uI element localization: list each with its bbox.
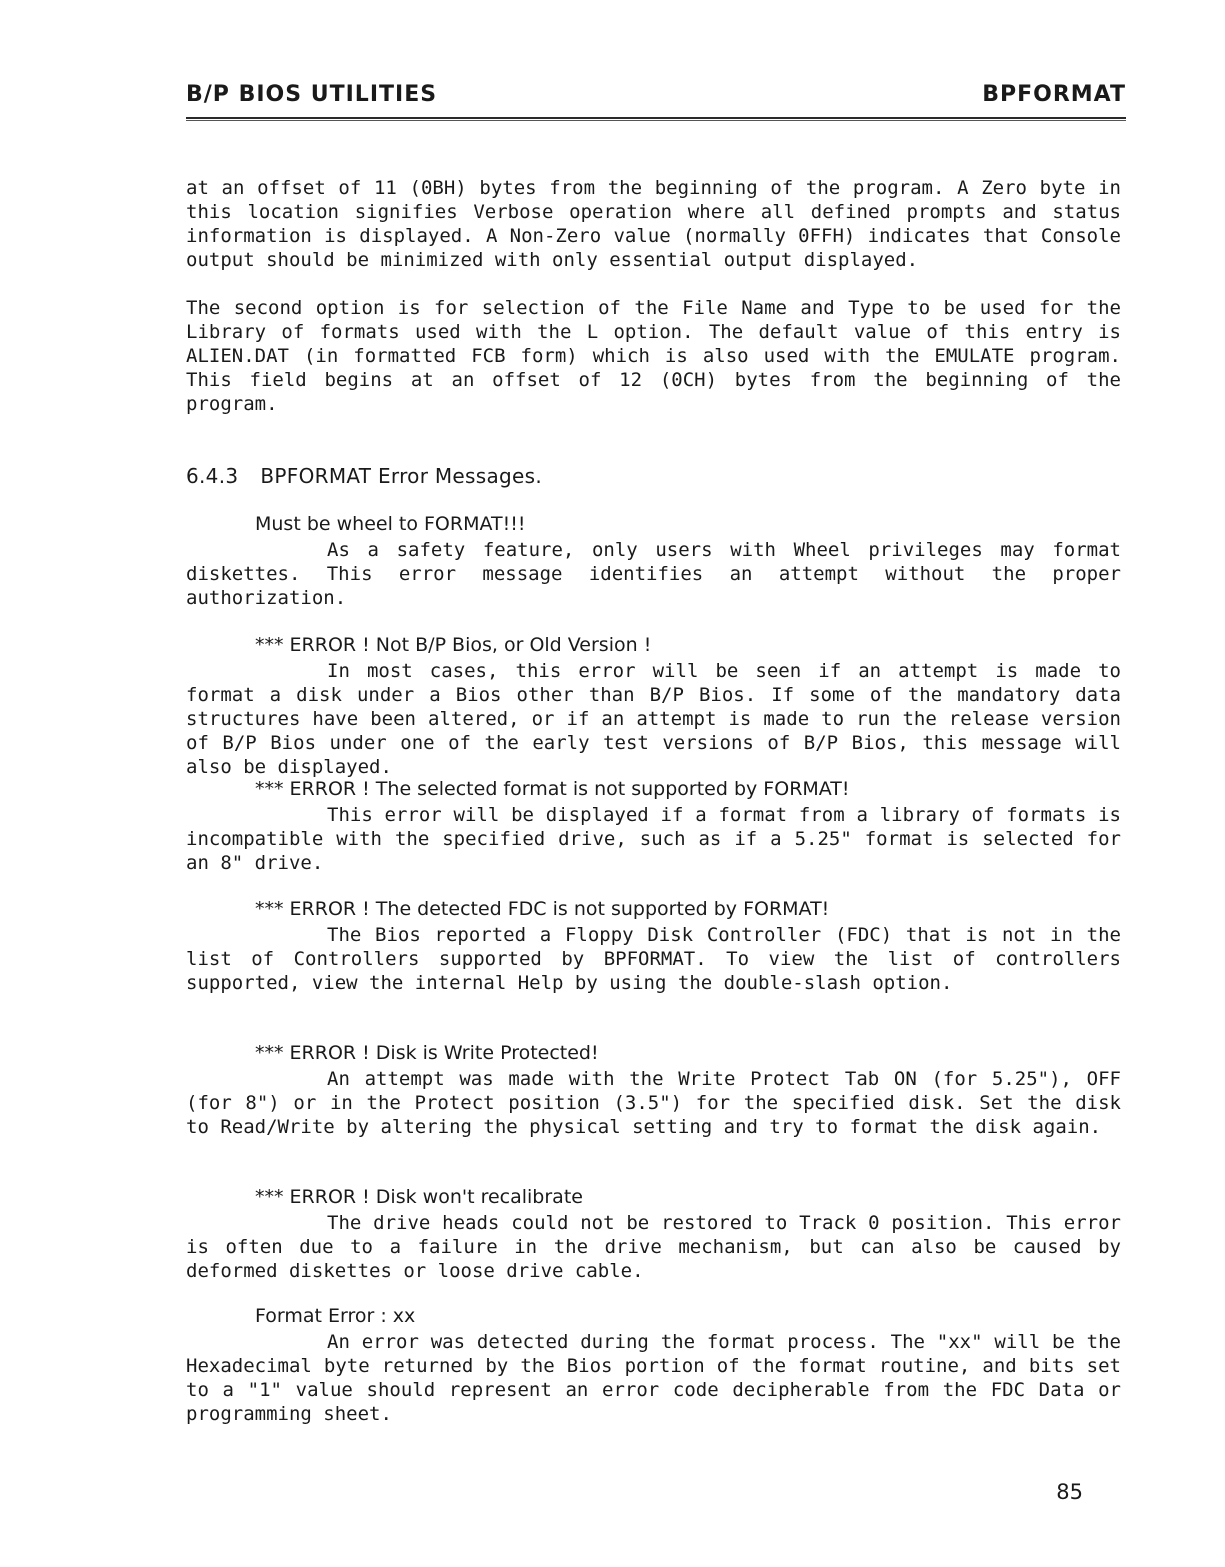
- error-message-title: *** ERROR ! Not B/P Bios, or Old Version !: [255, 634, 652, 656]
- error-message-title: *** ERROR ! The selected format is not supported by FORMAT!: [255, 778, 850, 800]
- page-number: 85: [1056, 1480, 1083, 1504]
- body-paragraph: at an offset of 11 (0BH) bytes from the beginning of the program. A Zero byte in this location signifies Verbose operation where all defined prompts and status information is displayed. A Non-Zero value (normally 0FFH) indicates that Console output should be minimized with only essential output displayed.: [186, 177, 1121, 271]
- error-message-title: *** ERROR ! Disk is Write Protected!: [255, 1042, 599, 1064]
- header-rule: [186, 117, 1126, 121]
- error-message-description: An error was detected during the format process. The "xx" will be the Hexadecimal byte returned by the Bios portion of the format routine, and bits set to a "1" value should represent an error code decipherable from the FDC Data or programming sheet.: [186, 1331, 1121, 1425]
- error-message-entry: [186, 777, 1121, 875]
- section-number: 6.4.3: [186, 464, 239, 488]
- error-message-title: *** ERROR ! The detected FDC is not supported by FORMAT!: [255, 898, 830, 920]
- section-title: BPFORMAT Error Messages.: [260, 464, 543, 488]
- body-paragraph: The second option is for selection of the File Name and Type to be used for the Library of formats used with the L option. The default value of this entry is ALIEN.DAT (in formatted FCB form) which is also used with the EMULATE program. This field begins at an offset of 12 (0CH) bytes from the beginning of the program.: [186, 297, 1121, 415]
- error-message-description: This error will be displayed if a format from a library of formats is incompatible with the specified drive, such as if a 5.25" format is selected for an 8" drive.: [186, 804, 1121, 874]
- section-heading: [186, 464, 542, 488]
- error-message-entry: [186, 1185, 1121, 1283]
- error-message-entry: [186, 633, 1121, 779]
- running-header: [186, 82, 1126, 114]
- error-message-title: Format Error : xx: [255, 1305, 416, 1327]
- error-message-description: In most cases, this error will be seen if an attempt is made to format a disk under a Bios other than B/P Bios. If some of the mandatory data structures have been altered, or if an attempt is made to run the release version of B/P Bios under one of the early test versions of B/P Bios, this message will also be displayed.: [186, 660, 1121, 778]
- error-message-title: Must be wheel to FORMAT!!!: [255, 513, 526, 535]
- error-message-description: As a safety feature, only users with Wheel privileges may format diskettes. This error message identifies an attempt without the proper authorization.: [186, 539, 1121, 609]
- header-section: BPFORMAT: [982, 82, 1126, 107]
- header-title: B/P BIOS UTILITIES: [186, 82, 438, 107]
- error-message-entry: [186, 1304, 1121, 1426]
- error-message-description: The Bios reported a Floppy Disk Controller (FDC) that is not in the list of Controllers supported by BPFORMAT. To view the list of controllers supported, view the internal Help by using the double-slash option.: [186, 924, 1121, 994]
- error-message-entry: [186, 512, 1121, 610]
- error-message-title: *** ERROR ! Disk won't recalibrate: [255, 1186, 583, 1208]
- error-message-entry: [186, 897, 1121, 995]
- error-message-description: The drive heads could not be restored to Track 0 position. This error is often due to a failure in the drive mechanism, but can also be caused by deformed diskettes or loose drive cable.: [186, 1212, 1121, 1282]
- error-message-description: An attempt was made with the Write Protect Tab ON (for 5.25"), OFF (for 8") or in the Protect position (3.5") for the specified disk. Set the disk to Read/Write by altering the physical setting and try to format the disk again.: [186, 1068, 1121, 1138]
- error-message-entry: [186, 1041, 1121, 1139]
